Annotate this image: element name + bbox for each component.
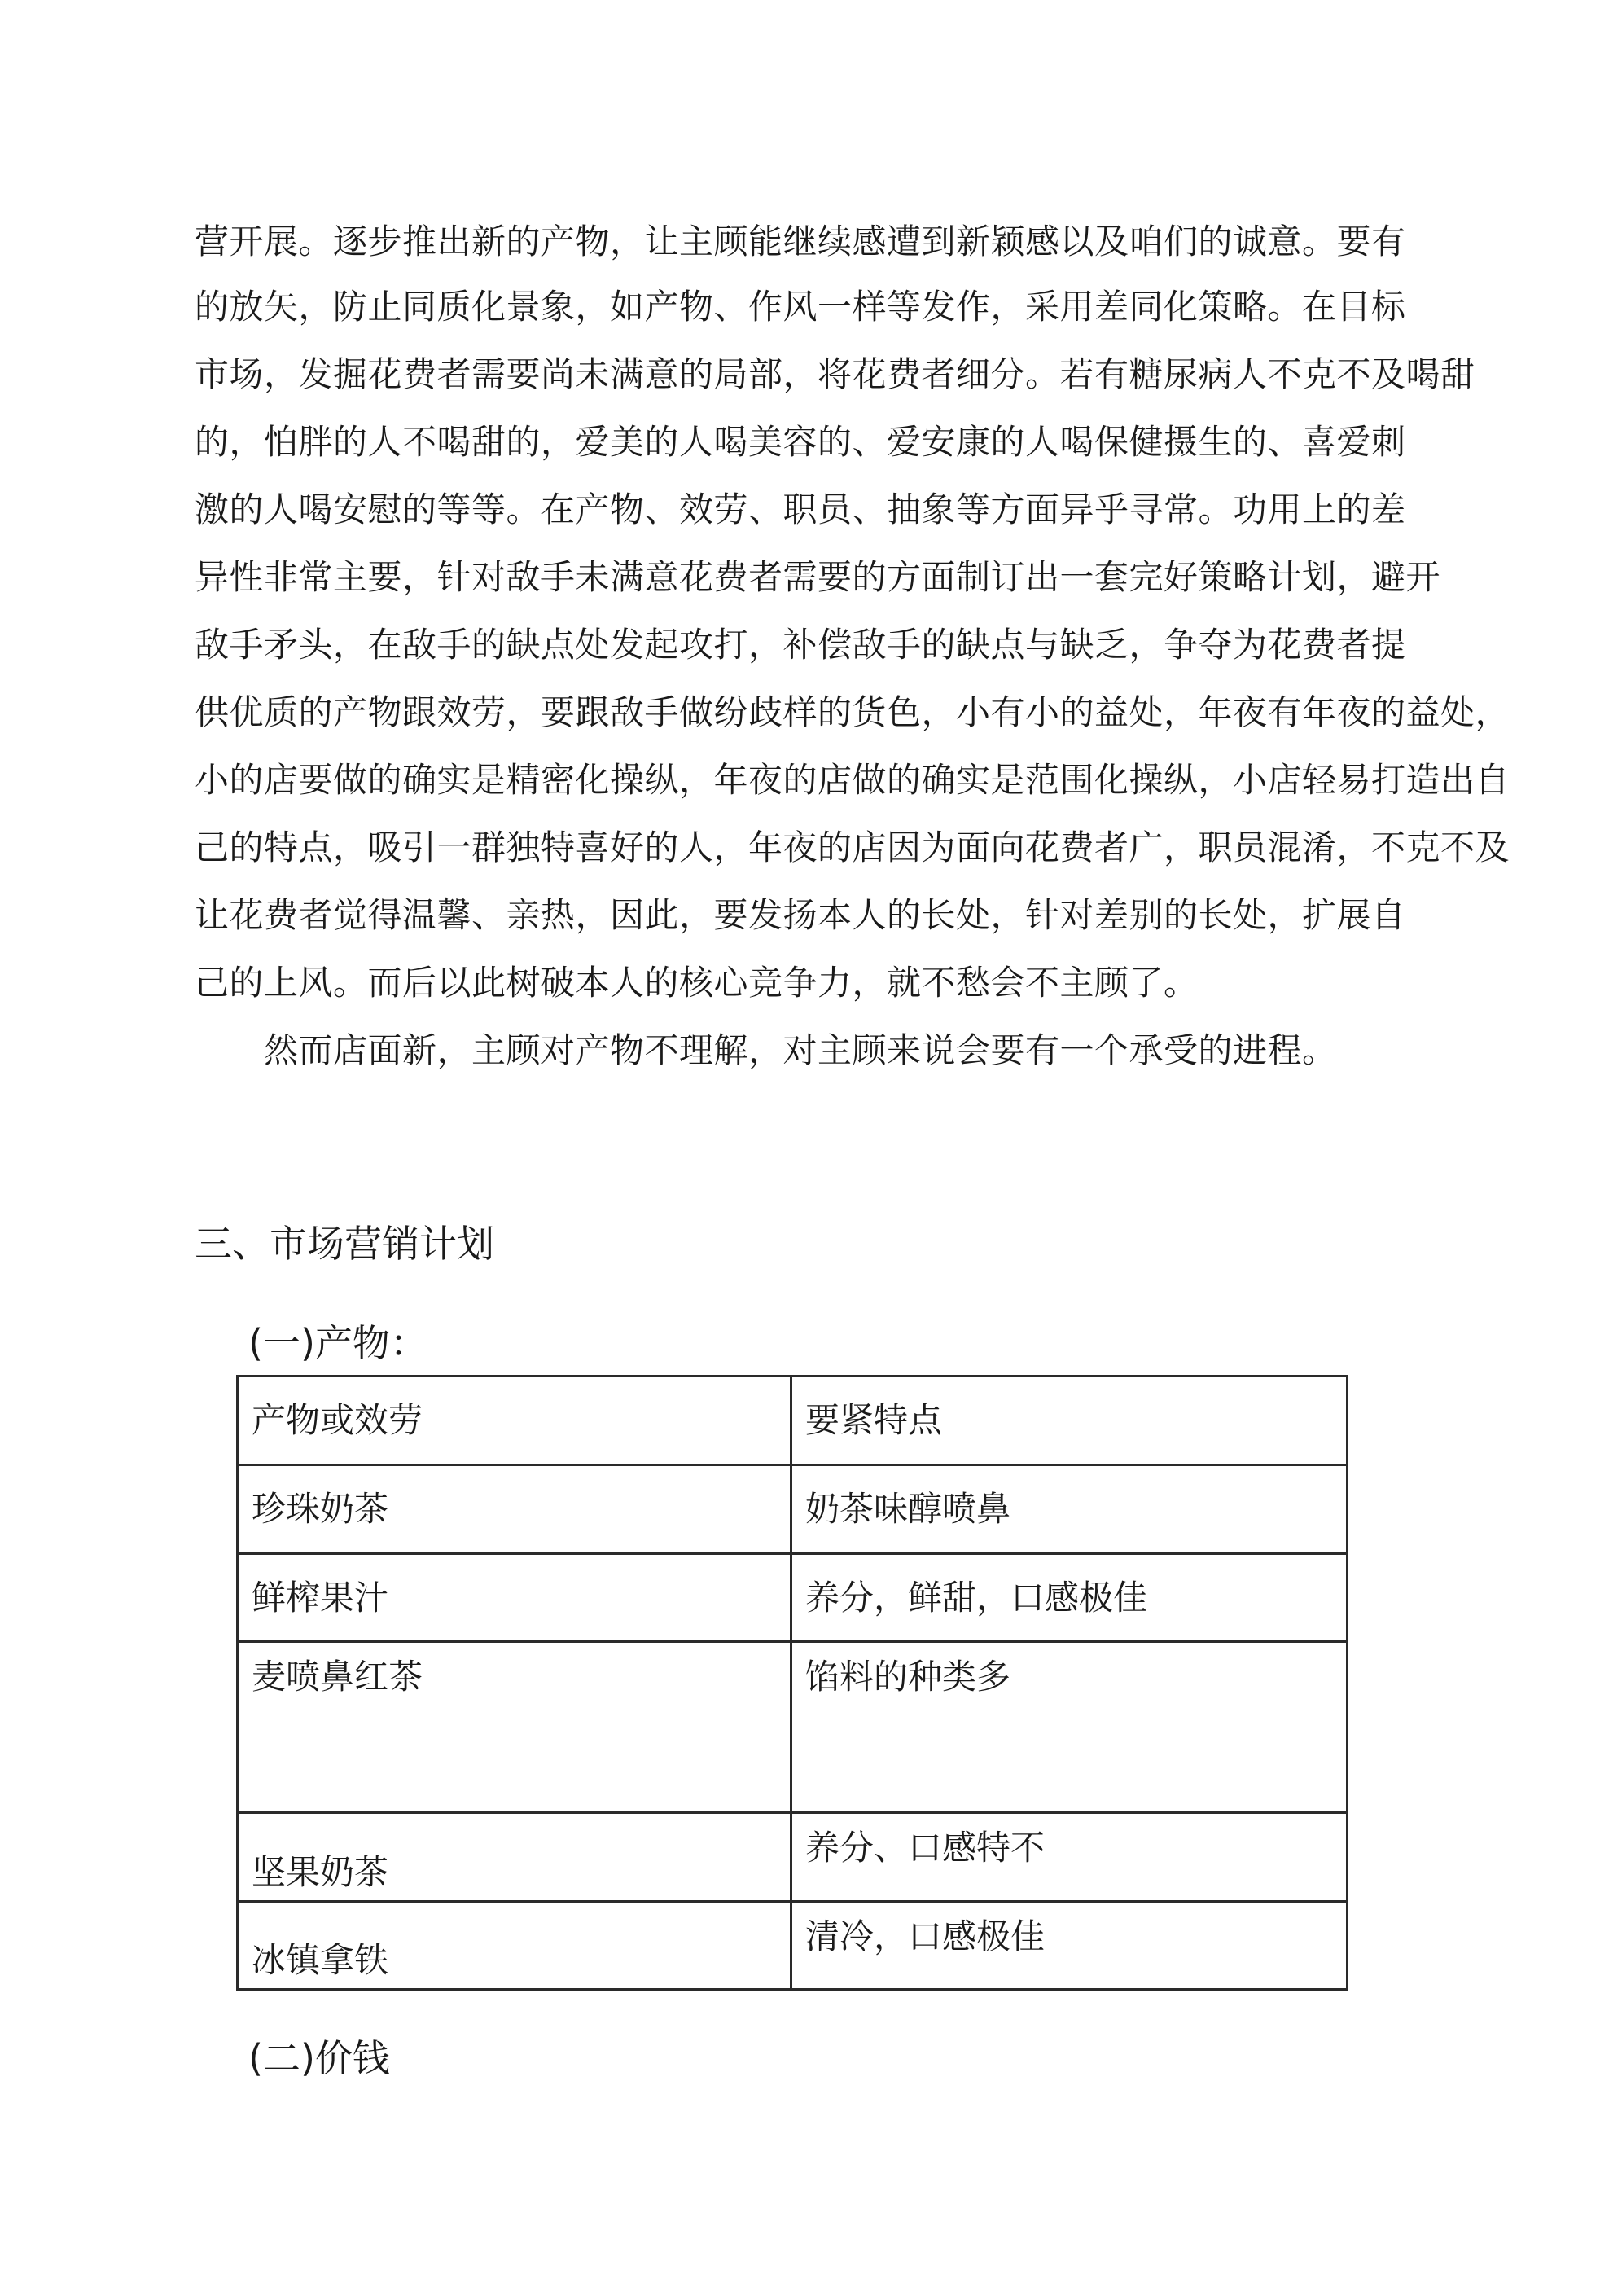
table-cell: 坚果奶茶 xyxy=(238,1813,791,1902)
price-subheading: (二)价钱 xyxy=(248,2036,390,2080)
body-text-line: 的，怕胖的人不喝甜的，爱美的人喝美容的、爱安康的人喝保健摄生的、喜爱刺 xyxy=(195,422,1406,462)
body-text-line: 市场，发掘花费者需要尚未满意的局部，将花费者细分。若有糖尿病人不克不及喝甜 xyxy=(195,354,1475,394)
product-subheading: (一)产物： xyxy=(248,1321,427,1365)
table-cell: 冰镇拿铁 xyxy=(238,1902,791,1990)
table-header-cell: 产物或效劳 xyxy=(238,1376,791,1465)
table-cell: 养分、口感特不 xyxy=(791,1813,1348,1902)
table-cell: 麦喷鼻红茶 xyxy=(238,1642,791,1813)
body-text-line: 然而店面新，主顾对产物不理解，对主顾来说会要有一个承受的进程。 xyxy=(195,1030,1337,1070)
table-header-row xyxy=(238,1376,1348,1465)
table-row xyxy=(238,1902,1348,1990)
table-cell: 珍珠奶茶 xyxy=(238,1465,791,1554)
table-cell: 养分，鲜甜，口感极佳 xyxy=(791,1554,1348,1642)
table-row xyxy=(238,1642,1348,1813)
table-row xyxy=(238,1554,1348,1642)
table-cell: 奶茶味醇喷鼻 xyxy=(791,1465,1348,1554)
body-text-line: 供优质的产物跟效劳，要跟敌手做纷歧样的货色，小有小的益处，年夜有年夜的益处， xyxy=(195,692,1510,732)
body-text-line: 营开展。逐步推出新的产物，让主顾能继续感遭到新颖感以及咱们的诚意。要有 xyxy=(195,222,1406,261)
table-row xyxy=(238,1465,1348,1554)
body-text-line: 激的人喝安慰的等等。在产物、效劳、职员、抽象等方面异乎寻常。功用上的差 xyxy=(195,489,1406,529)
body-text-line: 让花费者觉得温馨、亲热，因此，要发扬本人的长处，针对差别的长处，扩展自 xyxy=(195,895,1406,935)
body-text-line: 的放矢，防止同质化景象，如产物、作风一样等发作，采用差同化策略。在目标 xyxy=(195,287,1406,327)
table-cell: 清冷，口感极佳 xyxy=(791,1902,1348,1990)
body-text-line: 小的店要做的确实是精密化操纵，年夜的店做的确实是范围化操纵，小店轻易打造出自 xyxy=(195,760,1510,800)
section-heading: 三、市场营销计划 xyxy=(195,1222,494,1266)
body-text-line: 异性非常主要，针对敌手未满意花费者需要的方面制订出一套完好策略计划，避开 xyxy=(195,557,1441,597)
table-header-cell: 要紧特点 xyxy=(791,1376,1348,1465)
product-table xyxy=(236,1375,1348,1991)
body-text-line: 己的特点，吸引一群独特喜好的人，年夜的店因为面向花费者广，职员混淆，不克不及 xyxy=(195,828,1510,867)
table-row xyxy=(238,1813,1348,1902)
body-text-line: 己的上风。而后以此树破本人的核心竞争力，就不愁会不主顾了。 xyxy=(195,963,1199,1003)
table-cell: 馅料的种类多 xyxy=(791,1642,1348,1813)
body-text-line: 敌手矛头，在敌手的缺点处发起攻打，补偿敌手的缺点与缺乏，争夺为花费者提 xyxy=(195,625,1406,665)
table-cell: 鲜榨果汁 xyxy=(238,1554,791,1642)
